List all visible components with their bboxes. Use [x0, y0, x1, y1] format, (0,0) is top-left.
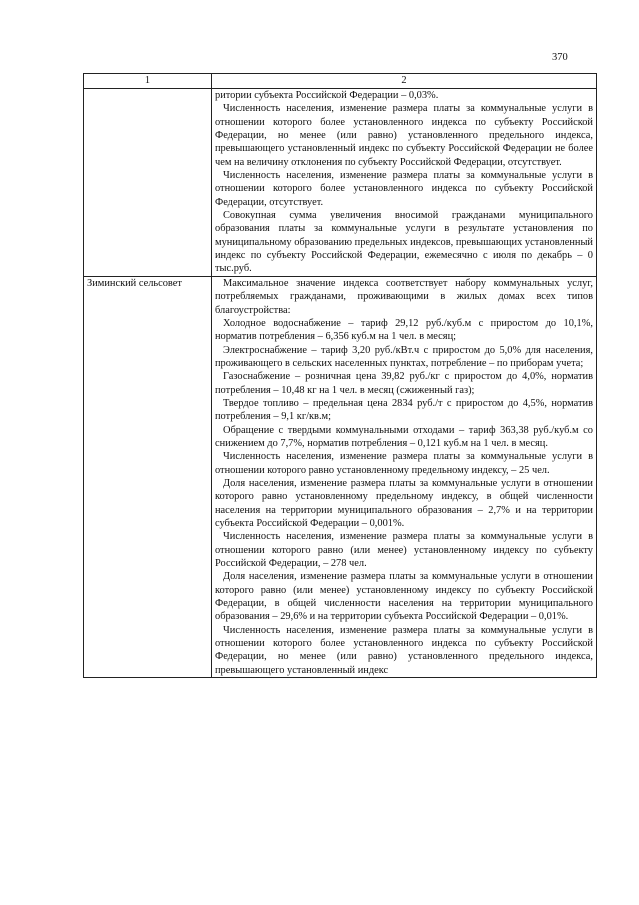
- paragraph: ритории субъекта Российской Федерации – 0,03%.: [215, 90, 439, 101]
- document-table: [83, 73, 597, 678]
- paragraph: Совокупная сумма увеличения вносимой гражданами муниципального образования платы за коммунальные услуги в результате установления по муниципальному образованию предельных индексов, превышающих установленный индекс по субъекту Российской Федерации, ежемесячно с июля по декабрь – 0 тыс.руб.: [215, 210, 593, 275]
- paragraph: Численность населения, изменение размера платы за коммунальные услуги в отношении которого более установленного индекса по субъекту Российской Федерации, отсутствует.: [215, 170, 593, 208]
- paragraph: Твердое топливо – предельная цена 2834 руб./т с приростом до 4,5%, норматив потребления – 9,1 кг/кв.м;: [215, 397, 593, 423]
- municipality-cell: [84, 89, 212, 277]
- page-number: 370: [552, 52, 568, 63]
- paragraph: Газоснабжение – розничная цена 39,82 руб./кг с приростом до 4,0%, норматив потребления – 10,48 кг на 1 чел. в месяц (сжиженный газ);: [215, 371, 593, 396]
- paragraph: Доля населения, изменение размера платы за коммунальные услуги в отношении которого равно установленному предельному индексу, в общей численности населения на территории муниципального образования – 2,7% и на территории субъекта Российской Федерации – 0,001%.: [215, 477, 593, 529]
- municipality-cell: Зиминский сельсовет: [84, 276, 212, 677]
- table-row: [84, 89, 597, 277]
- paragraph: Численность населения, изменение размера платы за коммунальные услуги в отношении которого более установленного индекса по субъекту Российской Федерации, но менее (или равно) установленного предельного индекса, превышающего установленный индекс по субъекту Российской Федерации не более чем на величину отклонения по субъекту Российской Федерации, отсутствует.: [215, 103, 593, 168]
- table-row: [84, 276, 597, 677]
- column-header-2: 2: [212, 74, 597, 89]
- column-header-1: 1: [84, 74, 212, 89]
- paragraph: Холодное водоснабжение – тариф 29,12 руб./куб.м с приростом до 10,1%, норматив потребления – 6,356 куб.м на 1 чел. в месяц;: [215, 317, 593, 343]
- paragraph: Максимальное значение индекса соответствует набору коммунальных услуг, потребляемых гражданами, проживающими в жилых домах всех типов благоустройства:: [215, 277, 593, 316]
- description-cell: [212, 276, 597, 677]
- paragraph: Обращение с твердыми коммунальными отходами – тариф 363,38 руб./куб.м со снижением до 7,7%, норматив потребления – 0,121 куб.м на 1 чел. в месяц.: [215, 424, 593, 449]
- paragraph: Доля населения, изменение размера платы за коммунальные услуги в отношении которого равно (или менее) установленному индексу по субъекту Российской Федерации, в общей численности населения на территории муниципального образования – 29,6% и на территории субъекта Российской Федерации – 0,01%.: [215, 571, 593, 623]
- paragraph: Численность населения, изменение размера платы за коммунальные услуги в отношении которого более установленного индекса по субъекту Российской Федерации, но менее (или равно) установленного предельного индекса, превышающего установленный индекс: [215, 624, 593, 676]
- paragraph: Электроснабжение – тариф 3,20 руб./кВт.ч с приростом до 5,0% для населения, проживающего в сельских населенных пунктах, потребление – по приборам учета;: [215, 344, 593, 369]
- description-cell: [212, 89, 597, 277]
- paragraph: Численность населения, изменение размера платы за коммунальные услуги в отношении которого равно (или менее) установленному индексу по субъекту Российской Федерации, – 278 чел.: [215, 531, 593, 570]
- table-header-row: [84, 74, 597, 89]
- paragraph: Численность населения, изменение размера платы за коммунальные услуги в отношении которого равно установленному предельному индексу, – 25 чел.: [215, 451, 593, 476]
